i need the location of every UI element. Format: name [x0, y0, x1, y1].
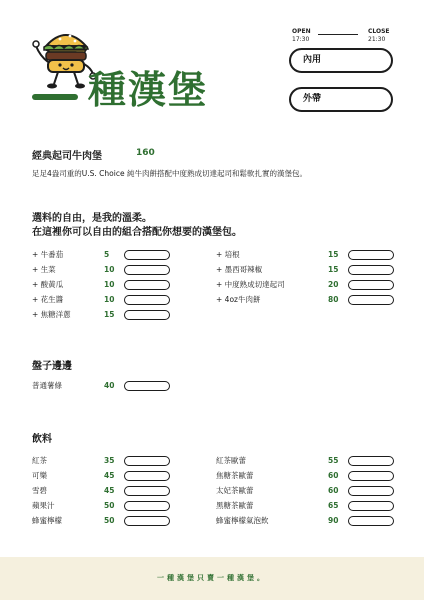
topping-price: 5	[104, 250, 110, 259]
topping-name: + 中度熟成切達起司	[216, 280, 285, 289]
drink-name: 蘋果汁	[32, 501, 55, 510]
topping-name: + 4oz牛肉餅	[216, 295, 261, 304]
dine-in-button[interactable]: 內用	[289, 48, 393, 73]
topping-name: + 培根	[216, 250, 240, 259]
topping-name: + 花生醬	[32, 295, 64, 304]
topping-select-toggle[interactable]	[348, 250, 394, 260]
side-select-toggle[interactable]	[124, 381, 170, 391]
topping-name: + 牛番茄	[32, 250, 64, 259]
drink-row[interactable]	[32, 470, 172, 482]
drink-price: 50	[104, 501, 115, 510]
drink-row[interactable]	[216, 500, 394, 512]
topping-select-toggle[interactable]	[124, 250, 170, 260]
topping-row[interactable]	[216, 249, 394, 261]
topping-row[interactable]	[216, 294, 394, 306]
topping-select-toggle[interactable]	[348, 280, 394, 290]
drink-price: 45	[104, 486, 115, 495]
topping-row[interactable]	[32, 309, 172, 321]
topping-price: 80	[328, 295, 339, 304]
drink-row[interactable]	[32, 455, 172, 467]
drink-row[interactable]	[216, 470, 394, 482]
drink-name: 紅茶	[32, 456, 47, 465]
drink-select-toggle[interactable]	[348, 516, 394, 526]
topping-price: 15	[328, 265, 339, 274]
topping-price: 10	[104, 295, 115, 304]
takeout-button[interactable]: 外帶	[289, 87, 393, 112]
drink-select-toggle[interactable]	[124, 516, 170, 526]
logo-dash	[32, 94, 78, 100]
drink-price: 45	[104, 471, 115, 480]
drink-price: 60	[328, 486, 339, 495]
drink-row[interactable]	[216, 515, 394, 527]
drink-select-toggle[interactable]	[348, 471, 394, 481]
hours-divider	[318, 34, 358, 35]
topping-name: + 酸黃瓜	[32, 280, 64, 289]
topping-price: 10	[104, 265, 115, 274]
drink-row[interactable]	[32, 500, 172, 512]
topping-row[interactable]	[32, 249, 172, 261]
side-row[interactable]	[32, 380, 172, 392]
drink-select-toggle[interactable]	[124, 501, 170, 511]
topping-price: 20	[328, 280, 339, 289]
drink-row[interactable]	[32, 485, 172, 497]
topping-name: + 生菜	[32, 265, 56, 274]
drink-name: 太妃茶歐蕾	[216, 486, 254, 495]
drink-price: 55	[328, 456, 339, 465]
drink-select-toggle[interactable]	[124, 486, 170, 496]
drink-select-toggle[interactable]	[348, 486, 394, 496]
topping-select-toggle[interactable]	[124, 310, 170, 320]
footer-banner: 一種漢堡只賣一種漢堡。	[0, 557, 424, 600]
drink-name: 焦糖茶歐蕾	[216, 471, 254, 480]
drink-price: 50	[104, 516, 115, 525]
topping-price: 15	[104, 310, 115, 319]
topping-name: + 墨西哥辣椒	[216, 265, 263, 274]
drink-select-toggle[interactable]	[124, 456, 170, 466]
drink-price: 65	[328, 501, 339, 510]
drink-select-toggle[interactable]	[348, 456, 394, 466]
drink-name: 蜂蜜檸檬氣泡飲	[216, 516, 269, 525]
topping-row[interactable]	[32, 279, 172, 291]
topping-row[interactable]	[216, 279, 394, 291]
drink-row[interactable]	[216, 485, 394, 497]
drink-price: 60	[328, 471, 339, 480]
drink-name: 黑糖茶歐蕾	[216, 501, 254, 510]
topping-select-toggle[interactable]	[348, 265, 394, 275]
toppings-heading-1: 選料的自由，是我的溫柔。	[32, 213, 152, 224]
drink-name: 紅茶歐蕾	[216, 456, 246, 465]
drink-row[interactable]	[216, 455, 394, 467]
topping-row[interactable]	[216, 264, 394, 276]
drink-select-toggle[interactable]	[124, 471, 170, 481]
topping-select-toggle[interactable]	[348, 295, 394, 305]
drink-name: 雪碧	[32, 486, 47, 495]
close-label: CLOSE	[368, 28, 390, 35]
opening-hours	[292, 28, 392, 48]
topping-select-toggle[interactable]	[124, 280, 170, 290]
topping-row[interactable]	[32, 294, 172, 306]
side-name: 普通薯條	[32, 381, 62, 390]
toppings-heading-2: 在這裡你可以自由的組合搭配你想要的漢堡包。	[32, 227, 242, 238]
topping-select-toggle[interactable]	[124, 295, 170, 305]
drink-select-toggle[interactable]	[348, 501, 394, 511]
topping-name: + 焦糖洋蔥	[32, 310, 71, 319]
drink-row[interactable]	[32, 515, 172, 527]
topping-price: 10	[104, 280, 115, 289]
side-price: 40	[104, 381, 115, 390]
brand-logo	[28, 22, 228, 114]
signature-dish-title: 經典起司牛肉堡	[32, 151, 102, 162]
open-label: OPEN	[292, 28, 311, 35]
close-time: 21:30	[368, 36, 386, 43]
signature-dish-price: 160	[136, 148, 155, 158]
open-time: 17:30	[292, 36, 310, 43]
drink-price: 35	[104, 456, 115, 465]
brand-name: 種漢堡	[88, 67, 209, 112]
topping-price: 15	[328, 250, 339, 259]
sides-heading: 盤子邊邊	[32, 361, 72, 372]
drink-name: 可樂	[32, 471, 47, 480]
topping-select-toggle[interactable]	[124, 265, 170, 275]
drink-name: 蜂蜜檸檬	[32, 516, 62, 525]
signature-dish-description: 足足4盎司重的U.S. Choice 純牛肉餅搭配中度熟成切達起司和鬆軟扎實的漢堡包。	[32, 169, 307, 178]
topping-row[interactable]	[32, 264, 172, 276]
drink-price: 90	[328, 516, 339, 525]
drinks-heading: 飲料	[32, 434, 52, 445]
